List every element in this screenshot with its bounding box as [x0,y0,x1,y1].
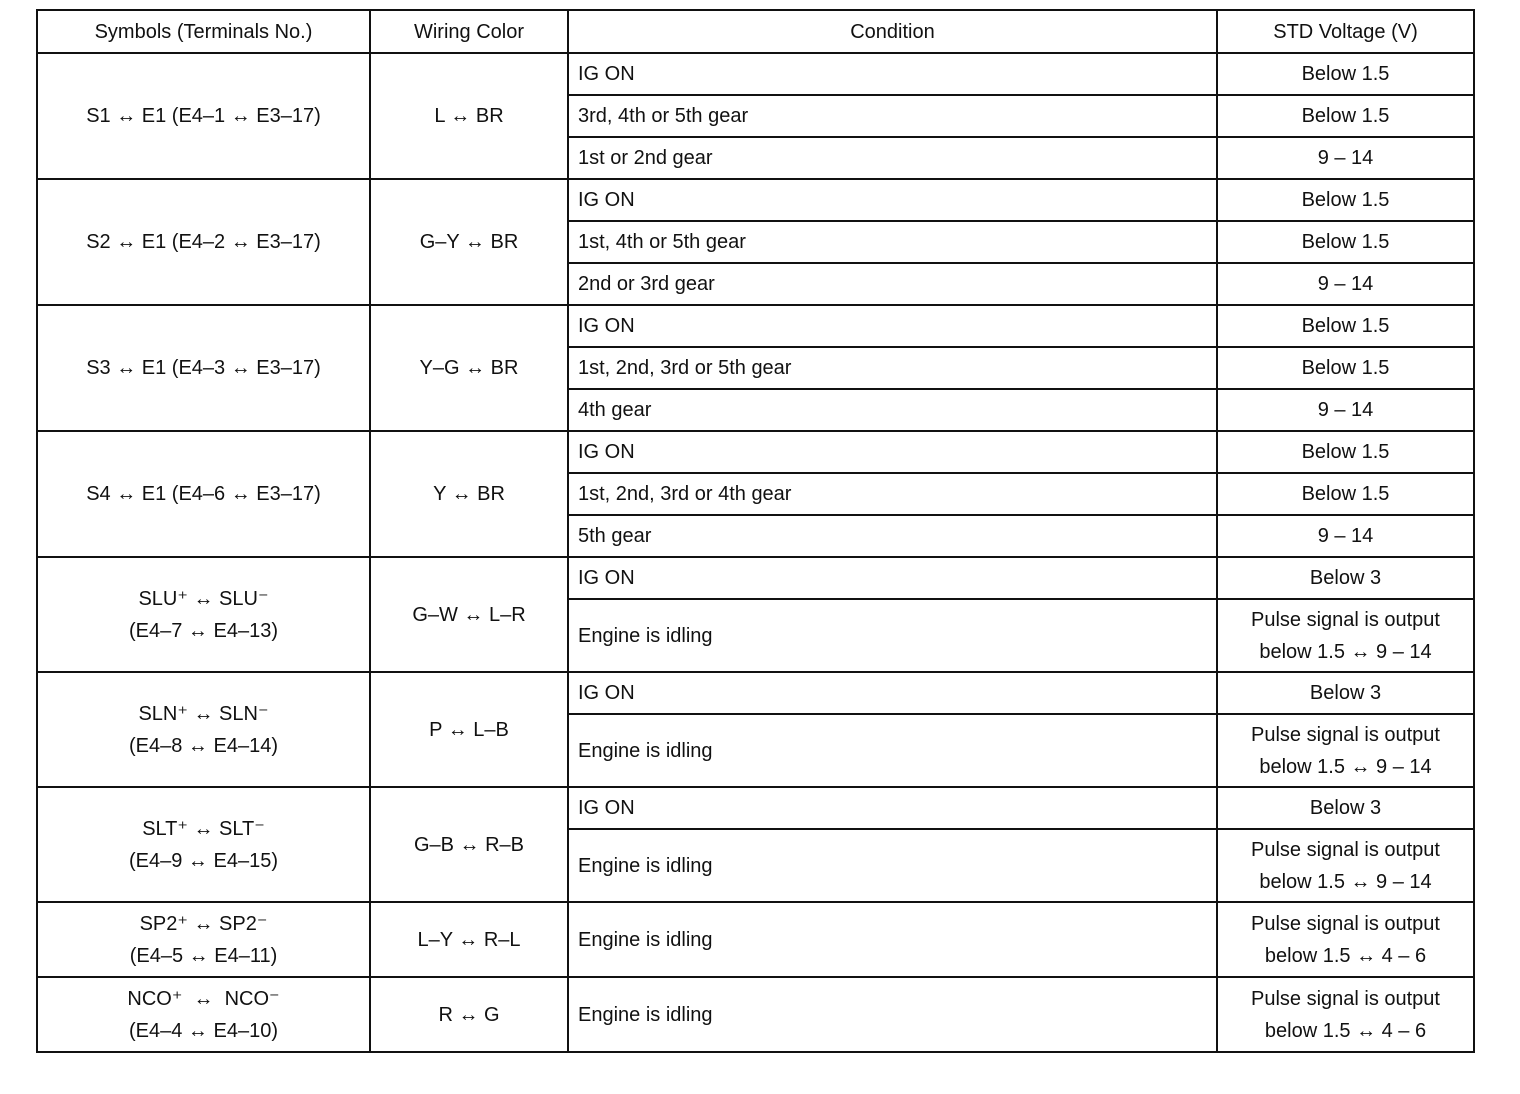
condition-cell: 3rd, 4th or 5th gear [568,95,1217,137]
voltage-text: 9 – 14 [1317,147,1374,169]
wiring-color-cell: L–Y ↔ R–L [370,902,568,977]
symbol-text: (E4–8 ↔ E4–14) [129,734,278,757]
voltage-text: 9 – 14 [1317,399,1374,421]
std-voltage-cell [1217,714,1474,787]
condition-cell: 5th gear [568,515,1217,557]
table-row [37,431,1474,473]
symbol-text: S3 ↔ E1 (E4–3 ↔ E3–17) [86,357,321,379]
voltage-text: Below 1.5 [1301,189,1390,211]
std-voltage-cell [1217,179,1474,221]
symbol-text: SP2⁺ ↔ SP2⁻ [139,912,268,935]
std-voltage-cell [1217,672,1474,714]
voltage-text: Below 3 [1309,797,1382,819]
voltage-text: Below 1.5 [1301,357,1390,379]
wiring-color-cell: G–B ↔ R–B [370,787,568,902]
voltage-text: 9 – 14 [1317,273,1374,295]
std-voltage-cell [1217,557,1474,599]
header-std-voltage: STD Voltage (V) [1217,10,1474,53]
table-row [37,557,1474,599]
condition-cell: 1st, 2nd, 3rd or 4th gear [568,473,1217,515]
symbol-text: S1 ↔ E1 (E4–1 ↔ E3–17) [86,105,321,127]
symbol-text: SLN⁺ ↔ SLN⁻ [138,702,269,725]
wiring-color-cell: Y–G ↔ BR [370,305,568,431]
symbol-cell [37,179,370,305]
voltage-text: below 1.5 ↔ 4 – 6 [1264,1019,1427,1042]
condition-cell: IG ON [568,53,1217,95]
voltage-text: below 1.5 ↔ 9 – 14 [1259,640,1432,663]
std-voltage-cell [1217,515,1474,557]
condition-cell: IG ON [568,557,1217,599]
std-voltage-cell [1217,53,1474,95]
wiring-color-cell: G–W ↔ L–R [370,557,568,672]
std-voltage-cell [1217,137,1474,179]
condition-cell: 2nd or 3rd gear [568,263,1217,305]
table-row [37,53,1474,95]
header-condition: Condition [568,10,1217,53]
voltage-text: Below 1.5 [1301,231,1390,253]
table-row [37,179,1474,221]
header-symbols: Symbols (Terminals No.) [37,10,370,53]
std-voltage-cell [1217,473,1474,515]
std-voltage-cell [1217,431,1474,473]
std-voltage-cell [1217,95,1474,137]
table-row [37,977,1474,1052]
voltage-text: Below 1.5 [1301,105,1390,127]
condition-cell: 1st, 2nd, 3rd or 5th gear [568,347,1217,389]
std-voltage-cell [1217,347,1474,389]
symbol-cell [37,557,370,672]
voltage-text: Pulse signal is output [1250,987,1440,1010]
table-row [37,787,1474,829]
symbol-cell [37,902,370,977]
std-voltage-cell [1217,263,1474,305]
voltage-text: below 1.5 ↔ 4 – 6 [1264,944,1427,967]
voltage-text: Pulse signal is output [1250,608,1440,631]
table-row [37,305,1474,347]
voltage-text: Below 3 [1309,682,1382,704]
table-body [37,53,1474,1052]
symbol-cell [37,53,370,179]
wiring-color-cell: G–Y ↔ BR [370,179,568,305]
header-row [37,10,1474,53]
condition-cell: Engine is idling [568,599,1217,672]
symbol-cell [37,787,370,902]
symbol-text: (E4–5 ↔ E4–11) [129,944,278,967]
voltage-text: Below 1.5 [1301,315,1390,337]
symbol-text: (E4–4 ↔ E4–10) [129,1019,278,1042]
header-wiring-color: Wiring Color [370,10,568,53]
symbol-cell [37,305,370,431]
condition-cell: IG ON [568,179,1217,221]
condition-cell: 4th gear [568,389,1217,431]
condition-cell: IG ON [568,672,1217,714]
std-voltage-cell [1217,787,1474,829]
std-voltage-cell [1217,977,1474,1052]
symbol-text: SLT⁺ ↔ SLT⁻ [142,817,265,840]
symbol-cell [37,431,370,557]
wiring-color-cell: Y ↔ BR [370,431,568,557]
voltage-text: Pulse signal is output [1250,912,1440,935]
voltage-text: Below 1.5 [1301,483,1390,505]
condition-cell: IG ON [568,431,1217,473]
condition-cell: IG ON [568,787,1217,829]
table-header [37,10,1474,53]
voltage-text: Below 1.5 [1301,63,1390,85]
condition-cell: 1st or 2nd gear [568,137,1217,179]
symbol-text: (E4–7 ↔ E4–13) [129,619,278,642]
voltage-text: Below 3 [1309,567,1382,589]
std-voltage-cell [1217,221,1474,263]
voltage-text: Pulse signal is output [1250,838,1440,861]
std-voltage-cell [1217,829,1474,902]
condition-cell: Engine is idling [568,714,1217,787]
symbol-text: (E4–9 ↔ E4–15) [129,849,278,872]
symbol-text: NCO⁺ ↔ NCO⁻ [127,987,280,1010]
std-voltage-cell [1217,599,1474,672]
symbol-text: S2 ↔ E1 (E4–2 ↔ E3–17) [86,231,321,253]
voltage-text: below 1.5 ↔ 9 – 14 [1259,870,1432,893]
condition-cell: Engine is idling [568,902,1217,977]
condition-cell: IG ON [568,305,1217,347]
voltage-text: Below 1.5 [1301,441,1390,463]
condition-cell: Engine is idling [568,829,1217,902]
symbol-text: S4 ↔ E1 (E4–6 ↔ E3–17) [86,483,321,505]
voltage-text: below 1.5 ↔ 9 – 14 [1259,755,1432,778]
condition-cell: Engine is idling [568,977,1217,1052]
std-voltage-cell [1217,389,1474,431]
table-row [37,672,1474,714]
symbol-cell [37,977,370,1052]
wiring-color-cell: R ↔ G [370,977,568,1052]
condition-cell: 1st, 4th or 5th gear [568,221,1217,263]
std-voltage-cell [1217,902,1474,977]
symbol-cell [37,672,370,787]
wiring-color-cell: P ↔ L–B [370,672,568,787]
table-row [37,902,1474,977]
voltage-text: Pulse signal is output [1250,723,1440,746]
symbol-text: SLU⁺ ↔ SLU⁻ [138,587,269,610]
terminal-voltage-table [36,9,1475,1053]
wiring-color-cell: L ↔ BR [370,53,568,179]
voltage-text: 9 – 14 [1317,525,1374,547]
std-voltage-cell [1217,305,1474,347]
